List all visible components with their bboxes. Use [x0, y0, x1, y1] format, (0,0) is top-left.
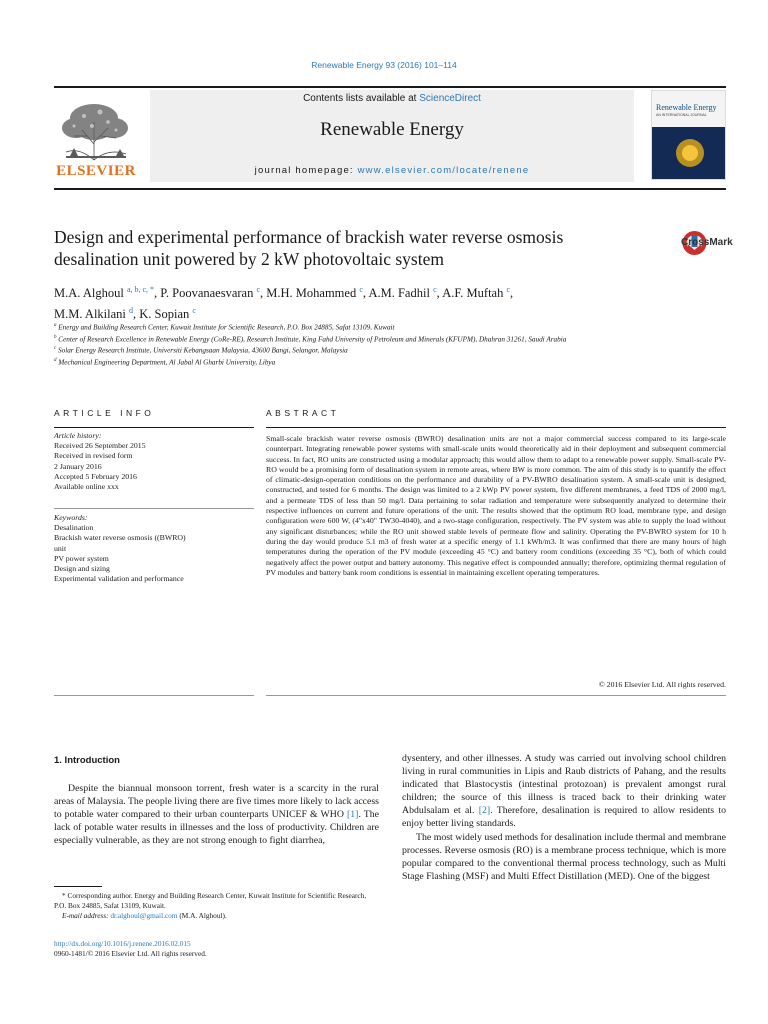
doi-link[interactable]: http://dx.doi.org/10.1016/j.renene.2016.02.015	[54, 939, 191, 948]
homepage-prefix: journal homepage:	[254, 165, 358, 176]
email-line: E-mail address: dr.alghoul@gmail.com (M.A. Alghoul).	[62, 911, 227, 920]
history-item: Available online xxx	[54, 482, 119, 492]
history-item: 2 January 2016	[54, 461, 102, 471]
email-link[interactable]: dr.alghoul@gmail.com	[110, 911, 178, 920]
journal-homepage-line	[150, 165, 634, 176]
author[interactable]: A.M. Fadhil $^c$,	[368, 285, 443, 301]
cover-image	[652, 127, 726, 180]
history-item: Received 26 September 2015	[54, 441, 146, 451]
cover-subtitle: AN INTERNATIONAL JOURNAL	[656, 113, 707, 117]
history-label: Article history:	[54, 431, 102, 440]
article-history	[54, 431, 254, 492]
section-heading-introduction: 1. Introduction	[54, 755, 120, 766]
elsevier-wordmark: ELSEVIER	[56, 163, 136, 179]
divider	[54, 508, 254, 509]
keyword: PV power system	[54, 553, 109, 563]
author[interactable]: K. Sopian $^c$	[139, 306, 196, 322]
keywords	[54, 513, 254, 584]
body-column-left	[54, 782, 379, 847]
divider	[54, 427, 254, 428]
keyword: unit	[54, 543, 67, 553]
divider	[266, 695, 726, 696]
affiliation: $^c$ Solar Energy Research Institute, Universiti Kebangsaan Malaysia, 43600 Bangi, Selangor, Malaysia	[54, 346, 348, 355]
divider	[54, 695, 254, 696]
keyword: Desalination	[54, 523, 94, 533]
paragraph: Despite the biannual monsoon torrent, fresh water is a scarcity in the rural areas of Malaysia. The people living there are five times more likely to lack access to potable water compared to their urban counterparts UNICEF & WHO [1]. The lack of potable water results in illnesses and the loss of productivity. Children are especially vulnerable, as they are not strong enough to fight diarrhea,	[54, 783, 379, 847]
affiliations	[54, 321, 684, 367]
keywords-label: Keywords:	[54, 513, 88, 522]
crossmark-label[interactable]: CrossMark	[681, 237, 733, 248]
history-item: Accepted 5 February 2016	[54, 471, 137, 481]
article-title: Design and experimental performance of brackish water reverse osmosis desalination unit powered by 2 kW photovoltaic system	[54, 227, 564, 269]
author[interactable]: M.H. Mohammed $^c$,	[266, 285, 369, 301]
journal-cover-thumbnail[interactable]	[651, 90, 726, 180]
article-info-heading: ARTICLE INFO	[54, 408, 155, 418]
abstract-copyright: © 2016 Elsevier Ltd. All rights reserved.	[598, 680, 726, 689]
paragraph: The most widely used methods for desalination include thermal and membrane processes. Reverse osmosis (RO) is a membrane process technique, which is more popular compared to the conventional thermal process technology, such as Multi Stage Flashing (MSF) and Multi Effect Distillation (MED). One of the biggest	[402, 831, 726, 882]
abstract-heading: ABSTRACT	[266, 408, 340, 418]
affiliation: $^d$ Mechanical Engineering Department, Al Jabal Al Gharbi University, Libya	[54, 357, 276, 367]
journal-citation-link[interactable]: Renewable Energy 93 (2016) 101–114	[311, 60, 457, 70]
footnote-divider	[54, 886, 102, 887]
keyword: Design and sizing	[54, 564, 110, 574]
corresponding-author-note: * Corresponding author. Energy and Building Research Center, Kuwait Institute for Scientific Research, P.O. Box 24885, Safat 13109, Kuwait.	[54, 891, 367, 910]
author[interactable]: A.F. Muftah $^c$,	[442, 285, 514, 301]
author[interactable]: P. Poovanaesvaran $^c$,	[160, 285, 267, 301]
paragraph: dysentery, and other illnesses. A study was carried out involving school children living in rural communities in Lipis and Raub districts of Pahang, and the results indicated that Blastocystis (intestinal protozoan) is prevalent amongst rural children; the source of this illness is traced back to their drinking water Abdulsalam et al. [2]. Therefore, desalination is required to allow residents to enjoy better living standards.	[402, 753, 727, 830]
journal-title: Renewable Energy	[320, 119, 464, 140]
keyword: Brackish water reverse osmosis ((BWRO)	[54, 533, 186, 543]
contents-line	[150, 93, 634, 104]
footnote	[54, 891, 379, 921]
divider	[266, 427, 726, 428]
cover-title: Renewable Energy	[656, 103, 717, 112]
history-item: Received in revised form	[54, 451, 133, 461]
author[interactable]: M.A. Alghoul $^{a, b, c, *}$,	[54, 285, 161, 301]
doi-block	[54, 939, 379, 959]
author[interactable]: M.M. Alkilani $^d$,	[54, 306, 140, 322]
issn-line: 0960-1481/© 2016 Elsevier Ltd. All rights reserved.	[54, 949, 207, 958]
reference-link[interactable]: [1]	[347, 809, 359, 821]
reference-link[interactable]: [2]	[478, 805, 491, 817]
body-column-right	[402, 752, 726, 883]
author-list	[54, 281, 654, 323]
contents-prefix: Contents lists available at	[303, 93, 420, 104]
journal-homepage-link[interactable]: www.elsevier.com/locate/renene	[357, 165, 530, 176]
sciencedirect-link[interactable]: ScienceDirect	[419, 93, 481, 104]
abstract-text: Small-scale brackish water reverse osmosis (BWRO) desalination units are not a major commercial success compared to its large-scale counterpart. Integrating renewable power systems with small-scale units would theoretically aid in their deployment and subsequent commercial success. In fact, RO units are constructed using a modular approach; this would allow them to adapt to a renewable power supply. Small-scale PV-RO would be a promising form of desalination system in remote areas, where BW is more common. The aim of this study is to quantify the effect of climatic-design-operation conditions on the performance and durability of a PV-BWRO desalination system. A small-scale unit is designed, constructed, and tested for 6 months. The design was limited to a 2 kWp PV power system, five different membranes, a feed TDS of 2000 mg/l, and a permeate TDS of less than 50 mg/l. Data pertaining to solar radiation and temperature were subsequently analyzed to determine their respective influences on current and future operations of the unit. The results showed that the optimum RO load, membrane type, and design configuration were 600 W, (4"x40" TW30-4040), and a two-stage configuration, respectively. The PV system was able to supply the load without any significant disturbances; while the RO unit showed stable levels of permeate flow and salinity. Operating the PV-BWRO system for 10 h during the day would produce 5.1 m3 of fresh water at a specific energy of 1.1 kWh/m3. It was confirmed that there are many hours of high temperatures during the operation of the PV module (exceeding 45 °C) and battery room conditions (exceeding 35 °C), both of which could negatively affect the power output and battery autonomy. This negative effect is compounded annually; therefore, optimizing thermal regulation of PV modules and battery bank room conditions is essential in maintaining excellent operating temperatures.	[266, 434, 726, 577]
affiliation: $^a$ Energy and Building Research Center, Kuwait Institute for Scientific Research, P.O. Box 24885, Safat 13109, Kuwait	[54, 323, 395, 332]
keyword: Experimental validation and performance	[54, 574, 184, 584]
affiliation: $^b$ Center of Research Excellence in Renewable Energy (CoRe-RE), Research Institute, King Fahd University of Petroleum and Minerals (KFUPM), Dhahran 31261, Saudi Arabia	[54, 334, 567, 343]
